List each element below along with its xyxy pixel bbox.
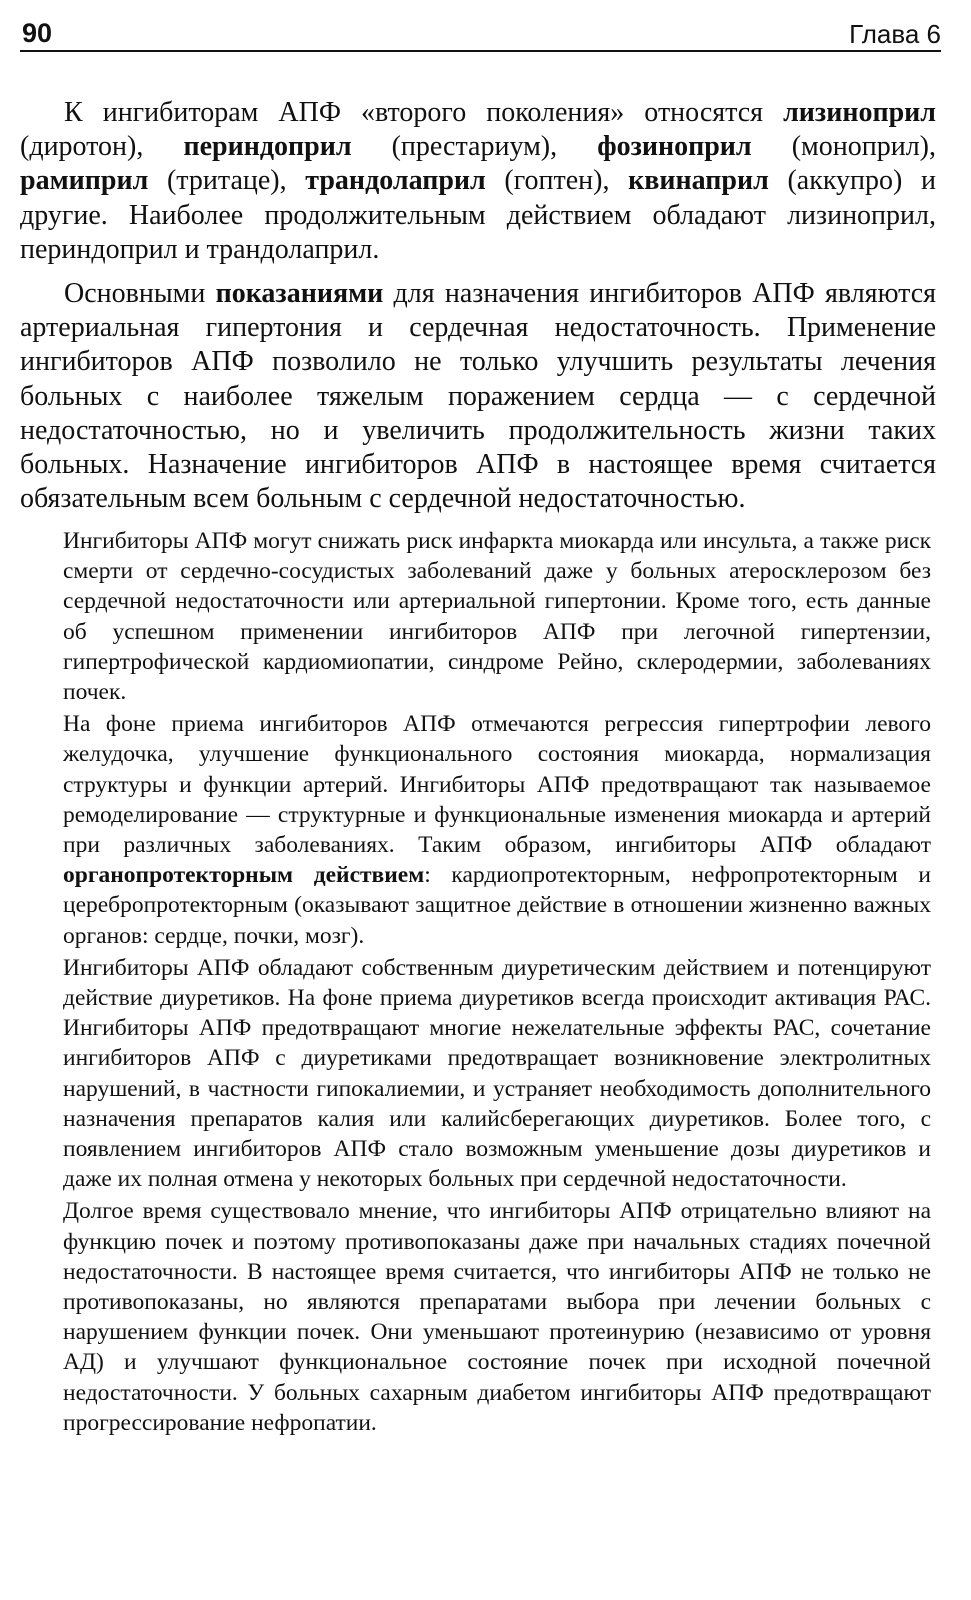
text-run: На фоне приема ингибиторов АПФ отмечаются регрессия гипертрофии левого желудочка, улучшение функционального состояния миокарда, нормализация структуры и функции артерий. Ингибиторы АПФ предотвращают так называемое ремоделирование — структурные и функциональные изменения миокарда и артерий при различных заболеваниях. Таким образом, ингибиторы АПФ обладают <box>63 711 931 859</box>
text-run: К ингибиторам АПФ «второго поколения» относятся <box>64 97 784 128</box>
text-run: Основными <box>64 278 216 310</box>
text-run: (престариум), <box>351 131 598 163</box>
page-number: 90 <box>22 18 53 48</box>
drug-term: трандолаприл <box>305 165 486 197</box>
text-run: (диротон), <box>20 131 184 163</box>
drug-term: рамиприл <box>20 165 149 197</box>
body-paragraph <box>20 277 936 516</box>
drug-term: фозиноприл <box>597 131 752 163</box>
note-text-block <box>63 526 931 1440</box>
note-paragraph: Ингибиторы АПФ могут снижать риск инфаркта миокарда или инсульта, а также риск смерти от сердечно-сосудистых заболеваний даже у больных атеросклерозом без сердечной недостаточности или артериальной гипертонии. Кроме того, есть данные об успешном применении ингибиторов АПФ при легочной гипертензии, гипертрофической кардиомиопатии, синдроме Рейно, склеродермии, заболеваниях почек. <box>63 528 931 706</box>
text-run: (тритаце), <box>148 165 306 197</box>
note-paragraph <box>63 709 931 951</box>
text-run: (аккупро) и другие. Наиболее продолжительным действием обладают лизиноприл, периндоприл и трандолаприл. <box>20 165 936 265</box>
text-run: (гоптен), <box>485 165 629 197</box>
emphasis-term: показаниями <box>215 278 384 310</box>
text-run: : кардиопротекторным, нефропротекторным и церебропротекторным (оказывают защитное действие в отношении жизненно важных органов: сердце, почки, мозг). <box>63 862 931 949</box>
drug-term: квинаприл <box>628 165 769 197</box>
main-text-block <box>20 96 936 526</box>
drug-term: лизиноприл <box>783 97 936 128</box>
running-header <box>20 14 941 52</box>
drug-term: периндоприл <box>183 131 352 163</box>
text-run: для назначения ингибиторов АПФ являются артериальная гипертония и сердечная недостаточность. Применение ингибиторов АПФ позволило не только улучшить результаты лечения больных с наиболее тяжелым поражением сердца — с сердечной недостаточностью, но и увеличить продолжительность жизни таких больных. Назначение ингибиторов АПФ в настоящее время считается обязательным всем больным с сердечной недостаточностью. <box>20 278 936 515</box>
note-paragraph: Долгое время существовало мнение, что ингибиторы АПФ отрицательно влияют на функцию почек и поэтому противопоказаны даже при начальных стадиях почечной недостаточности. В настоящее время считается, что ингибиторы АПФ не только не противопоказаны, но являются препаратами выбора при лечении больных с нарушением функции почек. Они уменьшают протеинурию (независимо от уровня АД) и улучшают функциональное состояние почек при исходной почечной недостаточности. У больных сахарным диабетом ингибиторы АПФ предотвращают прогрессирование нефропатии. <box>63 1198 931 1436</box>
body-paragraph <box>20 96 936 267</box>
note-paragraph: Ингибиторы АПФ обладают собственным диуретическим действием и потенцируют действие диуретиков. На фоне приема диуретиков всегда происходит активация РАС. Ингибиторы АПФ предотвращают многие нежелательные эффекты РАС, сочетание ингибиторов АПФ с диуретиками предотвращает возникновение электролитных нарушений, в частности гипокалиемии, и устраняет необходимость дополнительного назначения препаратов калия или калийсберегающих диуретиков. Более того, с появлением ингибиторов АПФ стало возможным уменьшение дозы диуретиков и даже их полная отмена у некоторых больных при сердечной недостаточности. <box>63 954 931 1193</box>
text-run: (моноприл), <box>751 131 936 163</box>
chapter-title: Глава 6 <box>849 19 941 49</box>
emphasis-term: органопротекторным действием <box>63 862 425 889</box>
